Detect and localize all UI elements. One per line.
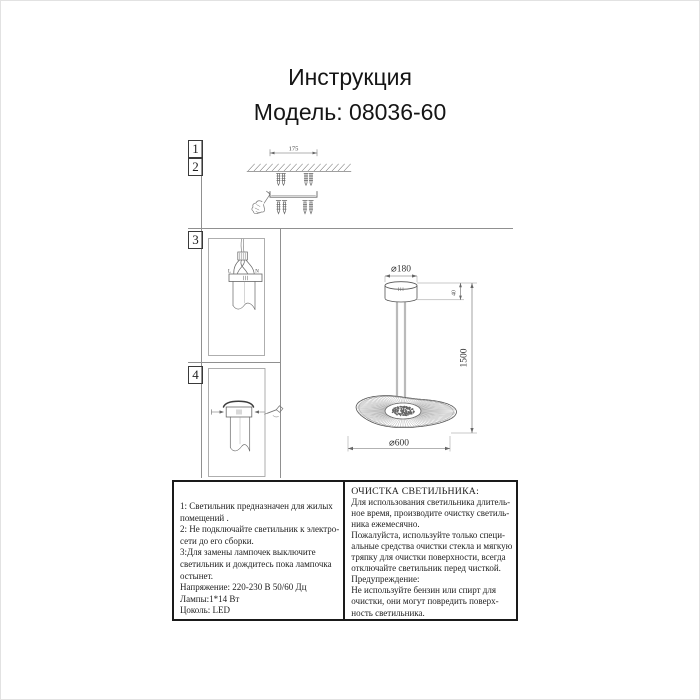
- pendant-drawing: [340, 255, 480, 460]
- step-number-2: 2: [188, 158, 203, 176]
- cleaning-line: Пожалуйста, используйте только специ-: [351, 530, 506, 541]
- note-line: Напряжение: 220-230 В 50/60 Дц: [180, 582, 307, 593]
- dim-canopy-height: 40: [451, 290, 458, 296]
- dim-canopy-diameter: ⌀180: [391, 264, 411, 275]
- dim-drop-height: 1500: [459, 348, 470, 368]
- wire-label-neutral: N: [255, 269, 259, 275]
- cleaning-line: Предупреждение:: [351, 574, 420, 585]
- divider-horizontal-step4: [188, 362, 280, 363]
- cleaning-line: отключайте светильник перед чисткой.: [351, 563, 501, 574]
- cleaning-line: Для использования светильника длитель-: [351, 497, 511, 508]
- note-line: остынет.: [180, 570, 214, 581]
- divider-vertical-steps: [201, 140, 202, 478]
- screw-icon: [303, 201, 308, 214]
- dowel-icon: [277, 174, 281, 186]
- note-line: помещений .: [180, 512, 229, 523]
- note-line: Лампы:1*14 Вт: [180, 593, 240, 604]
- note-line: 1: Светильник предназначен для жилых: [180, 501, 333, 511]
- note-line: Цоколь: LED: [180, 605, 231, 616]
- canopy-dome: [224, 401, 254, 407]
- screwdriver-icon: [265, 406, 283, 417]
- note-line: сети до его сборки.: [180, 535, 254, 546]
- cleaning-lines: [351, 497, 512, 619]
- wire-label-live: L: [227, 269, 232, 275]
- mounting-bar: [270, 192, 317, 198]
- step-number-4: 4: [188, 366, 203, 384]
- cleaning-notes: [345, 482, 516, 619]
- screw-icon: [309, 201, 314, 214]
- divider-horizontal-step3: [188, 228, 513, 229]
- cleaning-line: ность светильника.: [351, 607, 425, 618]
- model-number: Модель: 08036-60: [253, 99, 447, 125]
- notes-box: [172, 480, 518, 621]
- dim-bracket-width: 175: [288, 145, 299, 153]
- dim-shade-diameter: ⌀600: [389, 438, 409, 449]
- note-line: светильник и дождитесь пока лампочка: [180, 558, 332, 569]
- cleaning-line: Не используйте бензин или спирт для: [351, 585, 496, 596]
- drill-hand-icon: [252, 191, 270, 213]
- mounting-drawing: [245, 142, 360, 220]
- page-title: Инструкция: [288, 64, 412, 90]
- cleaning-line: альные средства очистки стекла и мягкую: [351, 541, 513, 552]
- canopy-drawing: [208, 368, 283, 477]
- wiring-drawing: [208, 238, 265, 356]
- step-number-3: 3: [188, 231, 203, 249]
- cleaning-title: ОЧИСТКА СВЕТИЛЬНИКА:: [351, 486, 479, 497]
- note-line: 3:Для замены лампочек выключите: [180, 547, 316, 558]
- dowel-icon: [309, 174, 313, 186]
- usage-notes: [174, 482, 345, 619]
- dowel-icon: [282, 174, 286, 186]
- screw-icon: [282, 201, 287, 214]
- cleaning-line: тряпку для очистки поверхности, всегда: [351, 552, 506, 563]
- cleaning-line: ное время, производите очистку светиль-: [351, 508, 510, 519]
- step-number-1: 1: [188, 140, 203, 158]
- cleaning-line: ника ежемесячно.: [351, 519, 420, 530]
- note-line: 2: Не подключайте светильник к электро-: [180, 524, 340, 535]
- screw-icon: [276, 201, 281, 214]
- dowel-icon: [304, 174, 308, 186]
- cleaning-line: очистки, они могут повредить поверх-: [351, 596, 499, 607]
